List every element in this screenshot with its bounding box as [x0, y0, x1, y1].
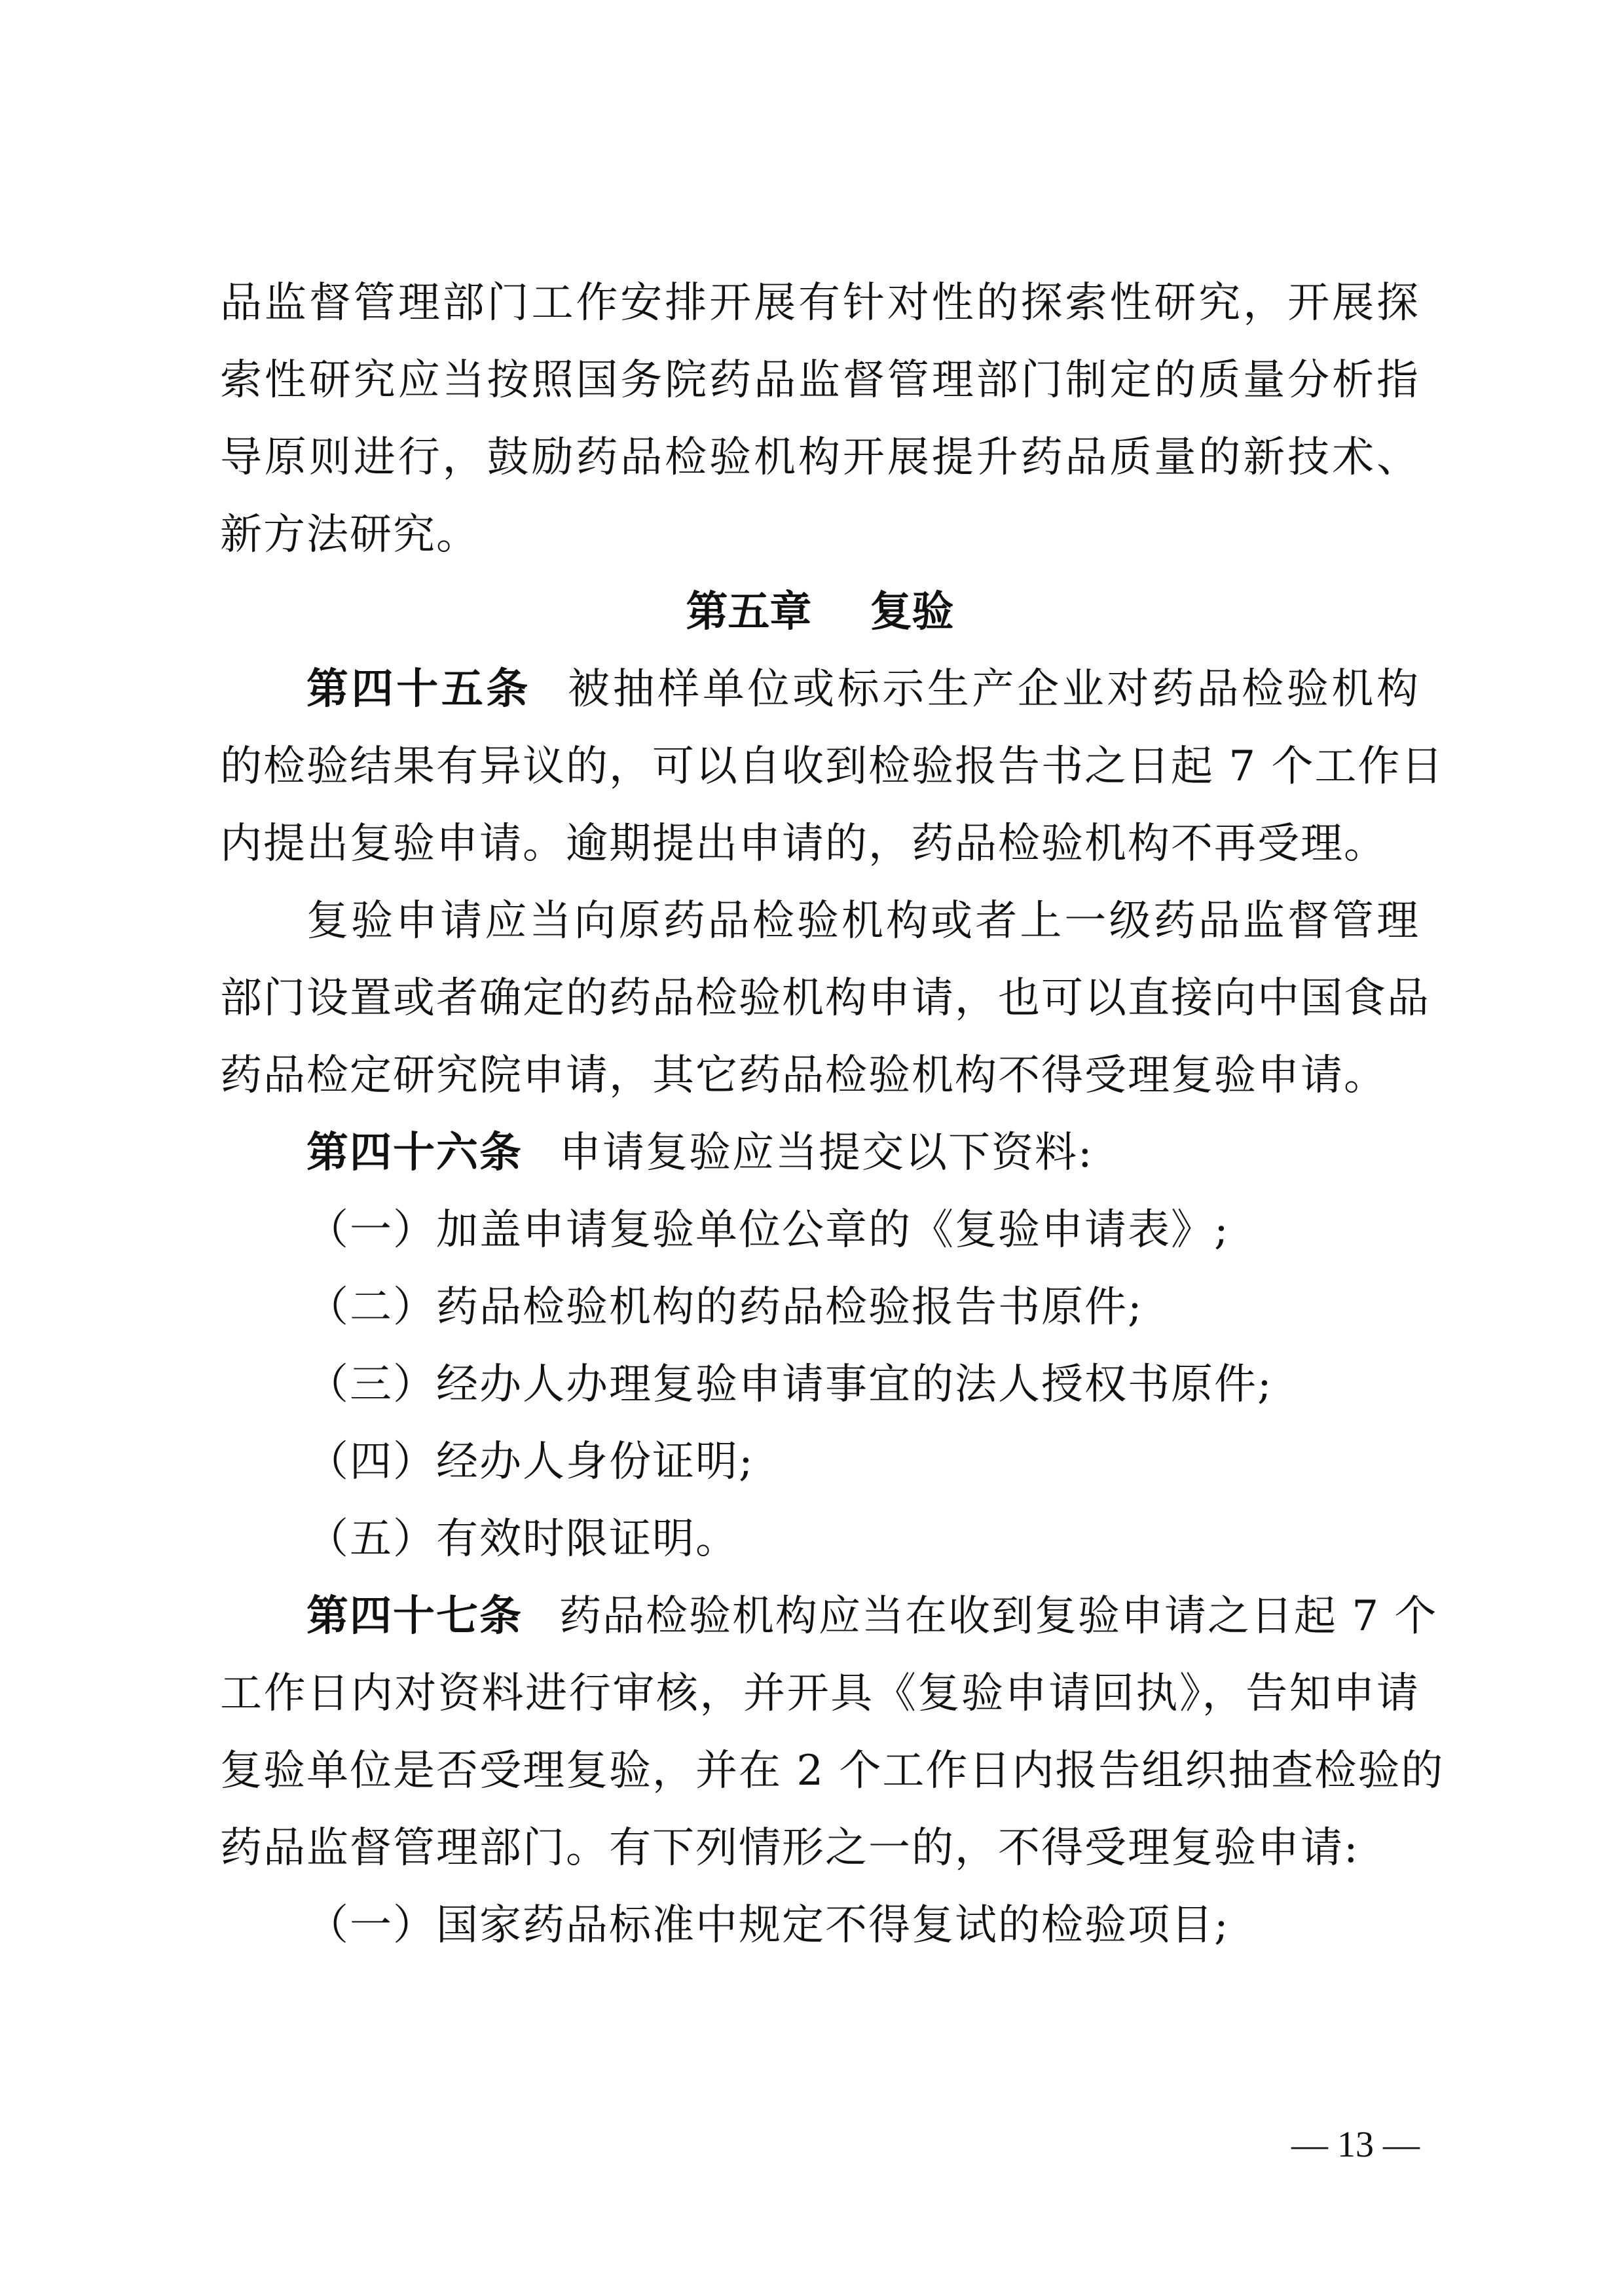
text-line: 药品监督管理部门。有下列情形之一的，不得受理复验申请: — [220, 1824, 1359, 1872]
text-line: 工作日内对资料进行审核，并开具《复验申请回执》，告知申请 — [220, 1669, 1420, 1718]
body-text — [220, 264, 1445, 1964]
chapter-number: 第五章 — [686, 588, 812, 636]
article-text: 药品检验机构应当在收到复验申请之日起 7 个 — [559, 1592, 1438, 1641]
list-item: （二）药品检验机构的药品检验报告书原件; — [306, 1283, 1143, 1332]
list-item: （一）加盖申请复验单位公章的《复验申请表》; — [306, 1206, 1230, 1254]
page-number: — 13 — — [1291, 2124, 1420, 2165]
chapter-title: 复验 — [870, 588, 954, 636]
text-line: 的检验结果有异议的，可以自收到检验报告书之日起 7 个工作日 — [220, 742, 1445, 791]
text-line: 复验单位是否受理复验，并在 2 个工作日内报告组织抽查检验的 — [220, 1747, 1445, 1795]
text-line: 新方法研究。 — [220, 511, 479, 559]
article-text: 被抽样单位或标示生产企业对药品检验机构 — [568, 665, 1420, 714]
text-line: 部门设置或者确定的药品检验机构申请，也可以直接向中国食品 — [220, 974, 1430, 1023]
article-47-line — [220, 1578, 1438, 1655]
article-label: 第四十七条 — [306, 1592, 523, 1641]
article-label: 第四十六条 — [306, 1129, 523, 1177]
text-line: 内提出复验申请。逾期提出申请的，药品检验机构不再受理。 — [220, 820, 1387, 868]
list-item: （三）经办人办理复验申请事宜的法人授权书原件; — [306, 1360, 1273, 1409]
article-46-line — [220, 1114, 1420, 1192]
text-line: 导原则进行，鼓励药品检验机构开展提升药品质量的新技术、 — [220, 433, 1420, 482]
article-label: 第四十五条 — [306, 665, 532, 714]
article-45-line — [220, 651, 1420, 728]
text-line: 复验申请应当向原药品检验机构或者上一级药品监督管理 — [306, 897, 1420, 945]
text-line: 品监督管理部门工作安排开展有针对性的探索性研究，开展探 — [220, 279, 1420, 327]
article-text: 申请复验应当提交以下资料: — [559, 1129, 1094, 1177]
text-line: 药品检定研究院申请，其它药品检验机构不得受理复验申请。 — [220, 1051, 1387, 1100]
list-item: （五）有效时限证明。 — [306, 1515, 739, 1563]
chapter-heading — [220, 574, 1420, 651]
list-item: （四）经办人身份证明; — [306, 1438, 754, 1486]
text-line: 索性研究应当按照国务院药品监督管理部门制定的质量分析指 — [220, 356, 1420, 405]
list-item: （一）国家药品标准中规定不得复试的检验项目; — [306, 1901, 1230, 1950]
